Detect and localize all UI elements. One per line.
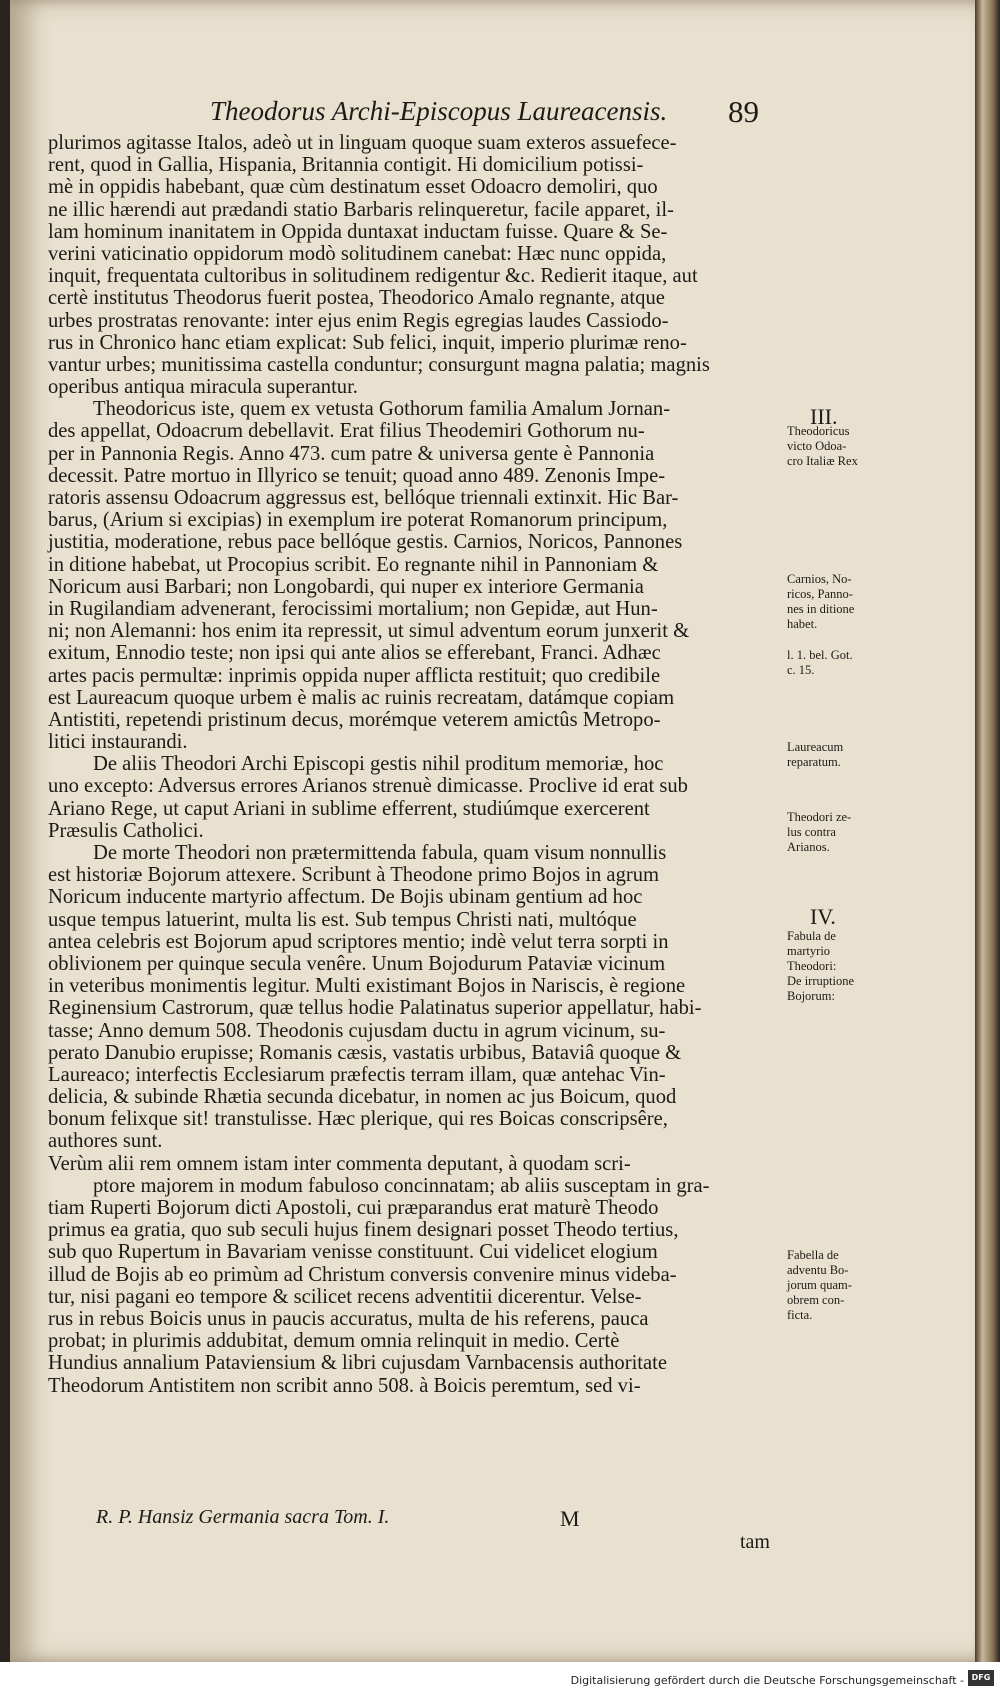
text-line: primus ea gratia, quo sub seculi hujus finem designari posset Theodo tertius, [48, 1219, 679, 1242]
text-line: urbes prostratas renovante: inter ejus enim Regis egregias laudes Cassiodo- [48, 309, 669, 332]
text-line: decessit. Patre mortuo in Illyrico se tenuit; quoad anno 489. Zenonis Impe- [48, 464, 666, 487]
section-number-IV: IV. [810, 904, 836, 929]
text-line: verini vaticinatio oppidorum modò solitudinem canebat: Hæc nunc oppida, [48, 242, 667, 265]
text-line: Reginensium Castrorum, quæ tellus hodie Palatinatus superior appellatur, habi- [48, 997, 702, 1020]
text-line: Antistiti, repetendi pristinum decus, morémque veterem amictûs Metropo- [48, 708, 661, 731]
text-line: usque tempus latuerint, multa lis est. Sub tempus Christi nati, multóque [48, 908, 637, 931]
text-line: justitia, moderatione, rebus pace bellóque gestis. Carnios, Noricos, Pannones [48, 531, 683, 554]
text-line: Noricum inducente martyrio affectum. De Bojis ubinam gentium ad hoc [48, 886, 643, 909]
text-line: inquit, frequentata cultoribus in solitudinem redigentur &c. Redierit itaque, aut [48, 265, 698, 288]
margin-note-procopius: l. 1. bel. Got. c. 15. [787, 648, 853, 677]
text-line: litici instaurandi. [48, 731, 188, 754]
margin-note-carnios: Carnios, No- ricos, Panno- nes in ditione habet. [787, 572, 855, 631]
text-line: Præsulis Catholici. [48, 819, 204, 842]
text-line: Theodorum Antistitem non scribit anno 508. à Boicis peremtum, sed vi- [48, 1374, 641, 1397]
text-line: Ariano Rege, ut caput Ariani in sublime efferrent, studiúmque exercerent [48, 797, 650, 820]
text-line: per in Pannonia Regis. Anno 473. cum patre & universa gente è Pannonia [48, 442, 655, 465]
text-line: Hundius annalium Pataviensium & libri cujusdam Varnbacensis authoritate [48, 1352, 668, 1375]
text-line: De aliis Theodori Archi Episcopi gestis nihil proditum memoriæ, hoc [93, 753, 664, 776]
text-line: certè institutus Theodorus fuerit postea, Theodorico Amalo regnante, atque [48, 287, 665, 310]
text-line: rent, quod in Gallia, Hispania, Britannia contigit. Hi domicilium potissi- [48, 154, 644, 177]
margin-note-laureacum: Laureacum reparatum. [787, 740, 844, 769]
text-line: artes pacis permultæ: inprimis oppida nuper afflicta restituit; quo credibile [48, 664, 661, 687]
text-line: barus, (Arium si excipias) in exemplum ire poterat Romanorum principum, [48, 509, 668, 532]
text-line: rus in rebus Boicis unus in paucis accuratus, multa de his referens, pauca [48, 1307, 649, 1330]
text-line: Laureaco; interfectis Ecclesiarum præfectis terram illam, quæ antehac Vin- [48, 1063, 666, 1086]
page-number: 89 [728, 94, 759, 129]
text-line: probat; in plurimis addubitat, demum omnia relinquit in medio. Certè [48, 1330, 620, 1353]
section-number-III: III. [810, 404, 838, 429]
dfg-logo: DFG [968, 1670, 994, 1686]
running-title: Theodorus Archi-Episcopus Laureacensis. [210, 96, 668, 126]
text-line: uno excepto: Adversus errores Arianos strenuè dimicasse. Proclive id erat sub [48, 775, 688, 798]
text-line: delicia, & subinde Rhætia secunda dicebatur, in nomen ac jus Boicum, quod [48, 1086, 677, 1109]
text-line: est Laureacum quoque urbem è malis ac ruinis recreatam, datámque copiam [48, 686, 675, 709]
text-line: plurimos agitasse Italos, adeò ut in linguam quoque suam exteros assuefece- [48, 132, 677, 154]
text-line: exitum, Ennodio teste; non ipsi qui ante alios se efferebant, Franci. Adhæc [48, 642, 661, 665]
text-line: antea celebris est Bojorum apud scriptores mentio; indè velut terra sorpti in [48, 930, 669, 953]
text-line: ni; non Alemanni: hos enim ita repressit, ut simul adventum eorum junxerit & [48, 620, 690, 643]
signature-mark: M [560, 1506, 580, 1531]
text-line: in veteribus monimentis legitur. Multi existimant Bojos in Nariscis, è regione [48, 975, 686, 998]
text-line: operibus antiqua miracula superantur. [48, 376, 358, 399]
text-line: tiam Ruperti Bojorum dicti Apostoli, cui præparandus erat maturè Theodo [48, 1197, 659, 1219]
text-line: ne illic hærendi aut prædandi statio Barbaris relinqueretur, facile apparet, il- [48, 198, 674, 221]
text-line: mè in oppidis habebant, quæ cùm destinatum esset Odoacro demoliri, quo [48, 176, 658, 199]
margin-note-fabella: Fabella de adventu Bo- jorum quam- obrem con- ficta. [787, 1248, 852, 1322]
text-line: vantur urbes; munitissima castella conduntur; consurgunt magna palatia; magnis [48, 353, 710, 376]
text-line: des appellat, Odoacrum debellavit. Erat filius Theodemiri Gothorum nu- [48, 420, 645, 443]
text-line: Noricum ausi Barbari; non Longobardi, qui nuper ex interiore Germania [48, 575, 644, 598]
margin-note-zelus: Theodori ze- lus contra Arianos. [787, 810, 852, 854]
text-line: bonum felixque sit! transtulisse. Hæc plerique, qui res Boicas conscripsêre, [48, 1108, 668, 1131]
text-line: authores sunt. [48, 1130, 163, 1153]
text-line: in Rugilandiam advenerant, ferocissimi mortalium; non Gepidæ, aut Hun- [48, 597, 658, 620]
text-line: est historiæ Bojorum attexere. Scribunt à Theodone primo Bojos in agrum [48, 864, 660, 887]
work-title-footer: R. P. Hansiz Germania sacra Tom. I. [96, 1506, 390, 1528]
digitization-note: Digitalisierung gefördert durch die Deutsche Forschungsgemeinschaft - [570, 1674, 964, 1687]
text-line: rus in Chronico hanc etiam explicat: Sub felici, inquit, imperio plurimæ reno- [48, 331, 687, 354]
text-line: De morte Theodori non prætermittenda fabula, quam visum nonnullis [93, 842, 667, 864]
text-line: perato Danubio erupisse; Romanis cæsis, vastatis urbibus, Bataviâ quoque & [48, 1041, 682, 1064]
text-line: tur, nisi pagani eo tempore & scilicet recens adventitii dicerentur. Velse- [48, 1285, 642, 1308]
text-line: ratoris assensu Odoacrum aggressus est, bellóque triennali extinxit. Hic Bar- [48, 487, 679, 509]
text-line: sub quo Rupertum in Bavariam venisse constituunt. Cui videlicet elogium [48, 1241, 658, 1264]
text-line: oblivionem per quinque secula venêre. Unum Bojodurum Pataviæ vicinum [48, 952, 666, 975]
text-line: Verùm alii rem omnem istam inter commenta deputant, à quodam scri- [48, 1152, 631, 1175]
text-line: illud de Bojis ab eo primùm ad Christum conversis convenire minus videba- [48, 1263, 677, 1286]
margin-note-theodoricus: Theodoricus victo Odoa- cro Italiæ Rex [787, 424, 858, 468]
text-line: in ditione habebat, ut Procopius scribit. Eo regnante nihil in Pannoniam & [48, 553, 659, 576]
text-line: Theodoricus iste, quem ex vetusta Gothorum familia Amalum Jornan- [93, 398, 671, 421]
text-line: ptore majorem in modum fabuloso concinnatam; ab aliis susceptam in gra- [93, 1174, 710, 1197]
margin-note-fabula: Fabula de martyrio Theodori: De irruptione Bojorum: [787, 929, 854, 1003]
catchword: tam [740, 1531, 770, 1553]
body-text [48, 132, 780, 1397]
page-edge [975, 0, 1000, 1662]
text-line: lam hominum inanitatem in Oppida duntaxat inductam fuisse. Quare & Se- [48, 220, 668, 243]
text-line: tasse; Anno demum 508. Theodonis cujusdam ductu in agrum vicinum, su- [48, 1019, 666, 1042]
